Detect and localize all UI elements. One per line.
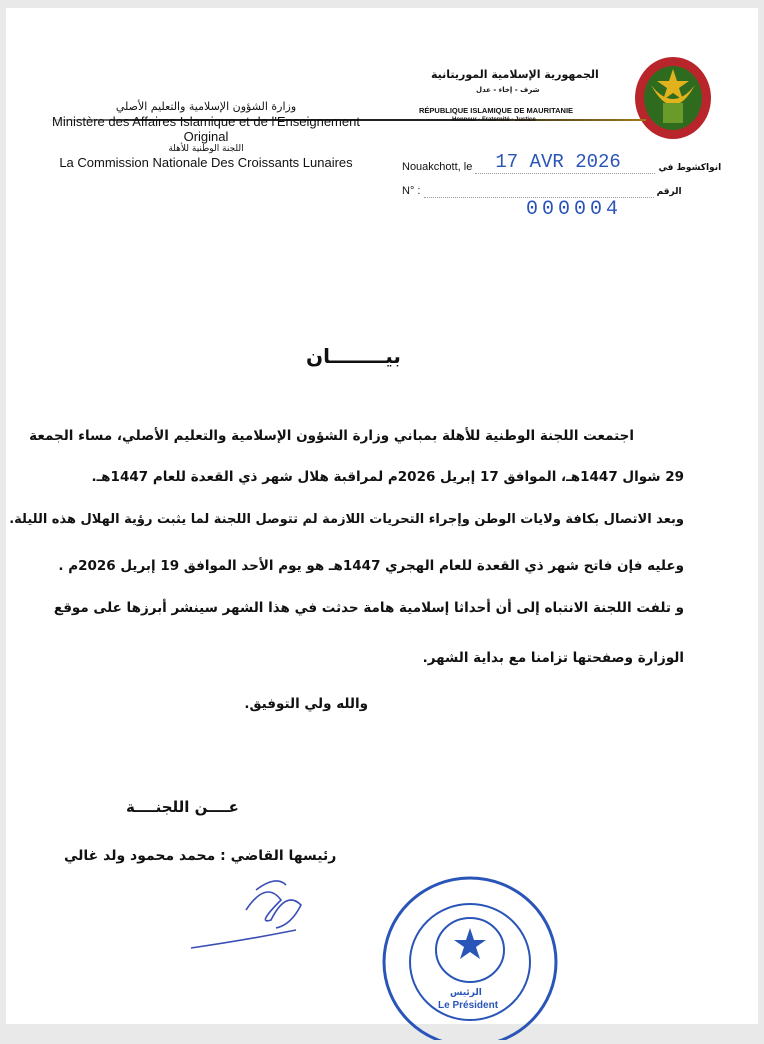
body-line: اجتمعت اللجنة الوطنية للأهلة بمباني وزارة الشؤون الإسلامية والتعليم الأصلي، مساء الجمعة	[29, 428, 634, 444]
stamp-center-ar: الرئيس	[450, 988, 482, 998]
official-stamp	[380, 870, 560, 1040]
ministry-fr-2: Original	[183, 129, 229, 144]
ministry-fr-1: Ministère des Affaires Islamique et de l'Enseignement	[52, 114, 360, 129]
body-line: الوزارة وصفحتها تزامنا مع بداية الشهر.	[422, 650, 684, 666]
motto-ar: شرف - إخاء - عدل	[476, 86, 540, 94]
ministry-block	[26, 100, 386, 170]
president-name: رئيسها القاضي : محمد محمود ولد غالي	[64, 848, 337, 864]
motto-fr: Honneur - Fraternité - Justice	[452, 117, 536, 123]
document-number: 000004	[526, 198, 623, 221]
on-behalf-label: عــــن اللجنــــة	[126, 798, 239, 816]
date-stamp: 17 AVR 2026	[495, 151, 621, 173]
stamp-icon	[380, 870, 560, 1040]
date-field	[475, 151, 655, 174]
number-row	[402, 185, 682, 198]
emblem-icon	[633, 55, 713, 141]
place-date-row	[402, 151, 722, 174]
commission-fr: La Commission Nationale Des Croissants Lunaires	[59, 155, 353, 170]
document-page	[6, 8, 758, 1024]
stamp-center-fr: Le Président	[438, 1000, 499, 1011]
republic-name-fr: RÉPUBLIQUE ISLAMIQUE DE MAURITANIE	[419, 106, 574, 115]
document-title: بيــــــــان	[306, 344, 401, 368]
number-label-fr: N° :	[402, 185, 421, 197]
closing-line: والله ولي التوفيق.	[244, 696, 368, 712]
number-field	[424, 185, 654, 198]
place-label-fr: Nouakchott, le	[402, 161, 473, 173]
republic-name-ar: الجمهورية الإسلامية الموريتانية	[431, 68, 599, 81]
body-line: و تلفت اللجنة الانتباه إلى أن أحداثا إسلامية هامة حدثت في هذا الشهر سينشر أبرزها على موقع	[53, 600, 684, 616]
body-line: 29 شوال 1447هـ، الموافق 17 إبريل 2026م لمراقبة هلال شهر ذي القعدة للعام 1447هـ.	[91, 469, 684, 485]
body-line: وعليه فإن فاتح شهر ذي القعدة للعام الهجري 1447هـ هو يوم الأحد الموافق 19 إبريل 2026م .	[58, 558, 684, 574]
signature-icon	[186, 870, 316, 955]
body-line: وبعد الاتصال بكافة ولايات الوطن وإجراء التحريات اللازمة لم تتوصل اللجنة لما يثبت رؤية الهلال هذه الليلة.	[9, 512, 684, 527]
commission-ar: اللجنة الوطنية للأهلة	[168, 144, 244, 154]
number-label-ar: الرقم	[656, 187, 682, 197]
place-label-ar: انواكشوط في	[658, 163, 722, 173]
ministry-ar: وزارة الشؤون الإسلامية والتعليم الأصلي	[115, 100, 297, 113]
